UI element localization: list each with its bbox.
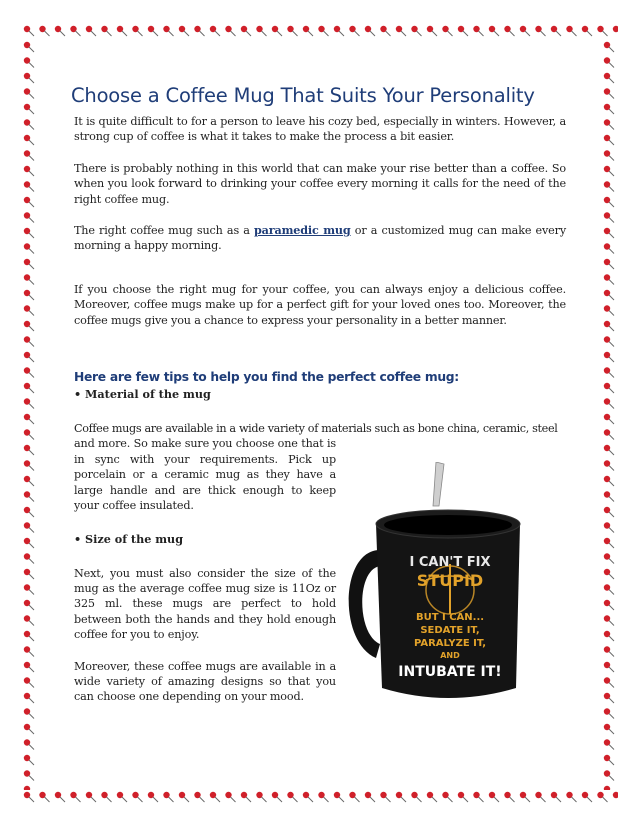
paragraph-right-mug xyxy=(74,223,566,254)
page-border-left xyxy=(22,40,36,790)
mug-text-line3: BUT I CAN... xyxy=(415,612,485,623)
page-border-top xyxy=(22,24,618,38)
bullet-material: • Material of the mug xyxy=(74,387,211,402)
paragraph-rise: There is probably nothing in this world that can make your rise better than a coffee. So when you look forward to drinking your coffee every morning it calls for the need of the right coffee mug. xyxy=(74,161,566,206)
paramedic-mug-image xyxy=(340,462,530,712)
paragraph-designs: Moreover, these coffee mugs are available in a wide variety of amazing designs so that you can choose one depending on your mood. xyxy=(74,659,336,704)
paragraph-material: and more. So make sure you choose one that is in sync with your requirements. Pick up porcelain or a ceramic mug as they have a large handle and are thick enough to keep your coffee insulated. xyxy=(74,437,336,513)
mug-text-line4: SEDATE IT, xyxy=(420,625,480,636)
mug-text-line5: PARALYZE IT, xyxy=(413,638,487,649)
article-title: Choose a Coffee Mug That Suits Your Personality xyxy=(71,84,535,107)
paragraph-text: The right coffee mug such as a xyxy=(74,224,254,238)
page-border-bottom xyxy=(22,790,618,804)
paragraph-gift: If you choose the right mug for your coffee, you can always enjoy a delicious coffee. Moreover, coffee mugs make up for a perfect gift for your loved ones too. Moreover, the coffee mugs give you a chance to express your personality in a better manner. xyxy=(74,282,566,327)
paragraph-intro: It is quite difficult to for a person to leave his cozy bed, especially in winters. However, a strong cup of coffee is what it takes to make the process a bit easier. xyxy=(74,115,566,144)
tips-heading: Here are few tips to help you find the perfect coffee mug: xyxy=(74,370,459,385)
paramedic-mug-link[interactable]: paramedic mug xyxy=(253,223,351,238)
paragraph-size: Next, you must also consider the size of the mug as the average coffee mug size is 11Oz or 325 ml. these mugs are perfect to hold between both the hands and they hold enough coffee for you to enjoy. xyxy=(74,566,336,642)
page-border-right xyxy=(602,40,616,790)
mug-text-line6: AND xyxy=(440,651,460,660)
paragraph-material-line1: Coffee mugs are available in a wide variety of materials such as bone china, ceramic, steel xyxy=(74,422,558,436)
bullet-size: • Size of the mug xyxy=(74,531,184,546)
mug-text-line2: STUPID xyxy=(416,571,484,590)
paragraph-text: or a customized mug can make every morning a happy morning. xyxy=(74,224,566,253)
mug-text-line1: I CAN'T FIX xyxy=(409,555,491,570)
mug-text-line7: INTUBATE IT! xyxy=(398,664,502,680)
